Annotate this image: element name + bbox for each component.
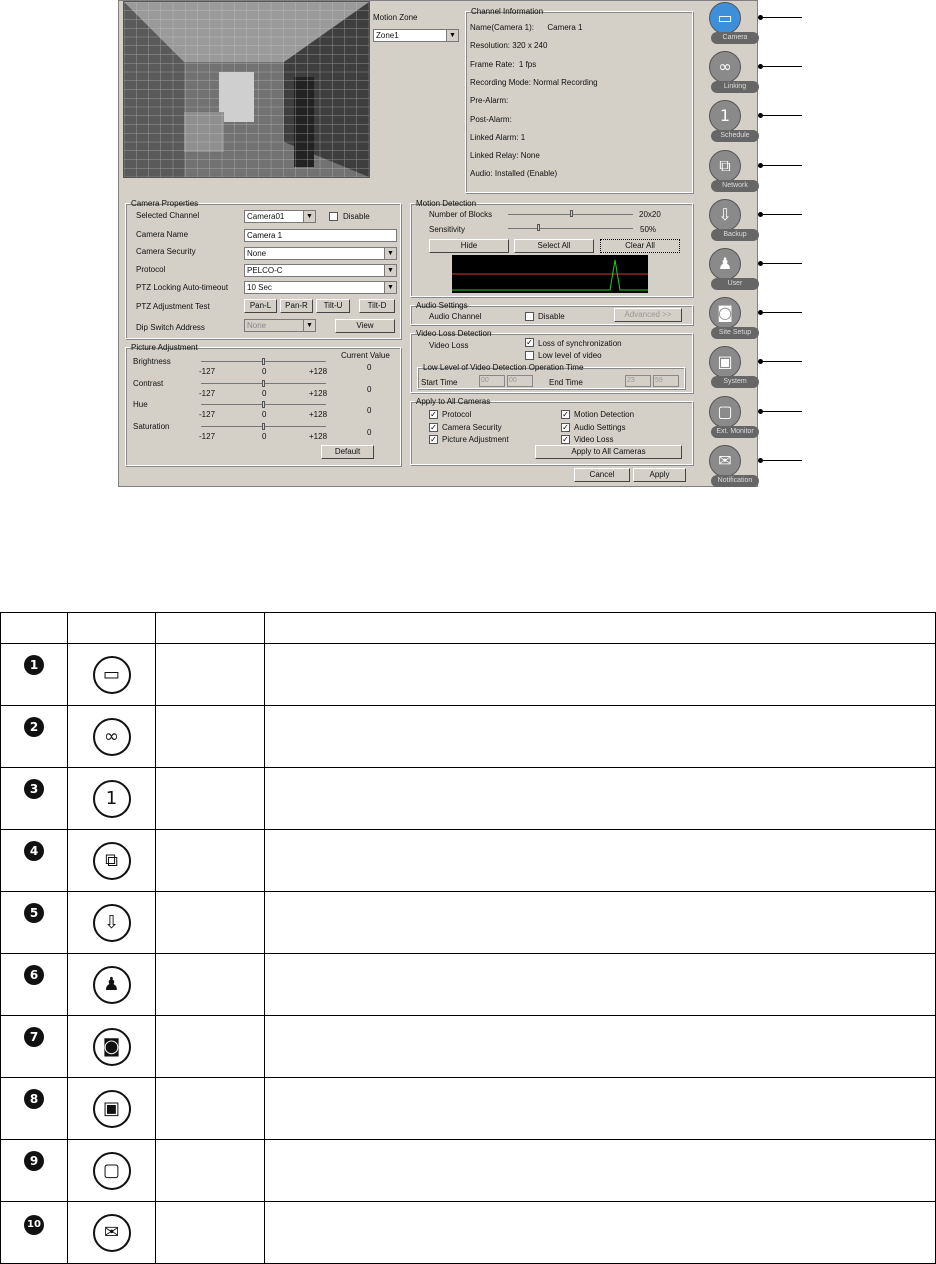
backup-icon: ⇩: [709, 199, 741, 231]
camera-security-value: None: [247, 249, 267, 258]
callout-line: [760, 361, 802, 362]
legend-name-cell: [156, 706, 265, 768]
legend-icon-cell: [68, 644, 156, 706]
legend-number: 6: [24, 965, 44, 985]
apply-all-title: Apply to All Cameras: [416, 397, 491, 406]
apply-all-item-label: Motion Detection: [574, 410, 635, 419]
legend-number: 5: [24, 903, 44, 923]
loss-sync-checkbox[interactable]: ✓: [526, 338, 533, 347]
apply-all-item-label: Picture Adjustment: [442, 435, 509, 444]
hide-button[interactable]: Hide: [429, 239, 509, 253]
chevron-down-icon: ▼: [446, 30, 458, 41]
mail-icon: ✉: [93, 1214, 131, 1252]
legend-name-cell: [156, 1140, 265, 1202]
channel-info-title: Channel Information: [471, 7, 544, 16]
backup-icon: ⇩: [93, 904, 131, 942]
legend-number-cell: [1, 1202, 68, 1264]
apply-all-checkbox[interactable]: ✓: [430, 422, 437, 432]
start-minute-spinner[interactable]: [507, 375, 533, 387]
selected-channel-select[interactable]: [244, 210, 316, 223]
camera-name-input[interactable]: [244, 229, 397, 242]
legend-row: [1, 892, 936, 954]
start-minute-value: 00: [509, 377, 517, 384]
legend-number-cell: [1, 644, 68, 706]
legend-description-cell: [265, 768, 936, 830]
legend-name-cell: [156, 1016, 265, 1078]
pan-left-button[interactable]: Pan-L: [244, 299, 277, 313]
adjust-current-value: 0: [367, 406, 372, 415]
sidebar-item-user[interactable]: [705, 248, 761, 292]
adjust-max: +128: [309, 388, 328, 398]
sidebar-item-label: Camera: [711, 32, 759, 44]
legend-icon-cell: [68, 706, 156, 768]
audio-disable-checkbox[interactable]: [525, 312, 534, 321]
legend-number-cell: [1, 1140, 68, 1202]
apply-button[interactable]: Apply: [633, 468, 686, 482]
legend-icon-cell: [68, 892, 156, 954]
sidebar-item-label: Linking: [711, 81, 759, 93]
legend-name-cell: [156, 954, 265, 1016]
legend-number-cell: [1, 1078, 68, 1140]
legend-description-cell: [265, 1140, 936, 1202]
legend-name-cell: [156, 1078, 265, 1140]
video-loss-label: Video Loss: [429, 341, 469, 350]
legend-icon-cell: [68, 1202, 156, 1264]
callout-line: [760, 411, 802, 412]
start-hour-value: 00: [481, 377, 489, 384]
legend-number: 10: [24, 1215, 44, 1235]
legend-icon-cell: [68, 1078, 156, 1140]
adjust-min: -127: [199, 431, 216, 441]
legend-number-cell: [1, 1016, 68, 1078]
setup-window: [118, 0, 758, 487]
legend-header-row: [1, 613, 936, 644]
current-value-label: Current Value: [341, 351, 390, 360]
legend-number: 7: [24, 1027, 44, 1047]
adjust-max: +128: [309, 410, 328, 419]
view-button[interactable]: View: [335, 319, 395, 333]
advanced-button[interactable]: Advanced >>: [614, 308, 682, 322]
callout-line: [760, 460, 802, 461]
adjust-label: Brightness: [133, 357, 171, 366]
apply-all-item-label: Protocol: [442, 410, 472, 419]
sidebar-item-backup[interactable]: [705, 199, 761, 243]
network-icon: ⧉: [709, 150, 741, 182]
sidebar-item-site-setup[interactable]: [705, 297, 761, 341]
chevron-down-icon: ▼: [303, 320, 315, 331]
system-icon: ▣: [93, 1090, 131, 1128]
adjust-slider-thumb[interactable]: [262, 401, 265, 408]
ptz-test-label: PTZ Adjustment Test: [136, 302, 210, 311]
channel-info-line: Name(Camera 1): Camera 1: [470, 23, 583, 32]
adjust-min: -127: [199, 388, 216, 398]
sidebar-item-label: Schedule: [711, 130, 759, 142]
sidebar-item-network[interactable]: [705, 150, 761, 194]
end-hour-spinner[interactable]: [625, 375, 651, 387]
sensitivity-value: 50%: [640, 225, 657, 234]
camera-preview[interactable]: [123, 1, 370, 178]
legend-icon-cell: [68, 768, 156, 830]
ptz-timeout-select[interactable]: [244, 281, 397, 294]
legend-name-cell: [156, 830, 265, 892]
end-hour-value: 23: [627, 377, 635, 384]
clear-all-button[interactable]: Clear All: [600, 239, 680, 253]
legend-table: [0, 612, 936, 1264]
adjust-max: +128: [309, 431, 328, 441]
selected-channel-label: Selected Channel: [136, 211, 200, 220]
adjust-min: -127: [199, 367, 216, 376]
apply-all-checkbox[interactable]: ✓: [562, 422, 569, 432]
legend-row: [1, 1202, 936, 1264]
sensitivity-label: Sensitivity: [429, 225, 466, 234]
apply-all-checkbox[interactable]: ✓: [430, 410, 437, 419]
header-cell: [68, 613, 156, 644]
sidebar-item-schedule[interactable]: [705, 100, 761, 144]
callout-line: [760, 214, 802, 215]
callout-line: [760, 115, 802, 116]
legend-number: 1: [24, 655, 44, 675]
apply-all-item-label: Camera Security: [442, 422, 502, 432]
channel-info-line: Recording Mode: Normal Recording: [470, 77, 598, 87]
disable-checkbox[interactable]: [329, 212, 338, 221]
header-cell: [156, 613, 265, 644]
legend-number-cell: [1, 768, 68, 830]
camera-security-select[interactable]: [244, 247, 397, 260]
callout-line: [760, 165, 802, 166]
chevron-down-icon: ▼: [384, 282, 396, 293]
adjust-mid: 0: [262, 410, 267, 419]
network-icon: ⧉: [93, 842, 131, 880]
channel-info-line: Resolution: 320 x 240: [470, 41, 548, 51]
audio-settings-title: Audio Settings: [416, 301, 468, 310]
legend-row: [1, 1016, 936, 1078]
start-hour-spinner[interactable]: [479, 375, 505, 387]
site-setup-icon: ◙: [93, 1028, 131, 1066]
camera-icon: ▭: [93, 656, 131, 694]
camera-name-value: Camera 1: [247, 231, 283, 240]
default-button[interactable]: Default: [321, 445, 374, 459]
low-level-time-title: Low Level of Video Detection Operation Time: [423, 363, 584, 372]
sidebar-item-label: System: [711, 376, 759, 388]
legend-number: 2: [24, 717, 44, 737]
select-all-button[interactable]: Select All: [514, 239, 594, 253]
header-cell: [265, 613, 936, 644]
sidebar-item-label: Network: [711, 180, 759, 192]
motion-zone-label: Motion Zone: [373, 13, 418, 22]
apply-all-checkbox[interactable]: ✓: [430, 435, 437, 444]
sidebar-item-label: Backup: [711, 229, 759, 241]
channel-info-line: Frame Rate: 1 fps: [470, 59, 537, 69]
tilt-up-button[interactable]: Tilt-U: [316, 299, 350, 313]
calendar-icon: 1: [709, 100, 741, 132]
apply-all-item-label: Video Loss: [574, 435, 614, 444]
sidebar-item-linking[interactable]: [705, 51, 761, 95]
sidebar-item-label: Notification: [711, 475, 759, 487]
audio-channel-label: Audio Channel: [429, 312, 482, 321]
legend-icon-cell: [68, 1016, 156, 1078]
adjust-current-value: 0: [367, 427, 372, 437]
apply-all-item-label: Audio Settings: [574, 422, 626, 432]
legend-row: [1, 644, 936, 706]
tilt-down-button[interactable]: Tilt-D: [359, 299, 395, 313]
legend-icon-cell: [68, 830, 156, 892]
legend-description-cell: [265, 954, 936, 1016]
legend-description-cell: [265, 892, 936, 954]
legend-name-cell: [156, 644, 265, 706]
protocol-value: PELCO-C: [247, 266, 283, 275]
legend-description-cell: [265, 1202, 936, 1264]
legend-row: [1, 830, 936, 892]
sidebar-item-ext-monitor[interactable]: [705, 396, 761, 440]
sidebar-item-system[interactable]: [705, 346, 761, 390]
video-loss-title: Video Loss Detection: [416, 329, 492, 338]
adjust-slider-thumb[interactable]: [262, 358, 265, 365]
chevron-down-icon: ▼: [384, 248, 396, 259]
motion-zone-value: Zone1: [376, 31, 399, 40]
adjust-max: +128: [309, 367, 328, 376]
adjust-label: Hue: [133, 400, 148, 409]
monitor-icon: ▢: [709, 396, 741, 428]
legend-description-cell: [265, 1016, 936, 1078]
sensitivity-slider[interactable]: [508, 228, 633, 229]
adjust-slider-thumb[interactable]: [262, 423, 265, 430]
cancel-button[interactable]: Cancel: [574, 468, 630, 482]
channel-info-line: Linked Relay: None: [470, 151, 540, 161]
channel-info-line: Post-Alarm:: [470, 114, 512, 124]
motion-graph: [452, 255, 648, 293]
blocks-value: 20x20: [639, 210, 661, 219]
sensitivity-slider-thumb[interactable]: [537, 224, 540, 231]
callout-line: [760, 312, 802, 313]
chevron-down-icon: ▼: [303, 211, 315, 222]
pan-right-button[interactable]: Pan-R: [280, 299, 313, 313]
audio-disable-label: Disable: [538, 312, 565, 321]
legend-row: [1, 706, 936, 768]
legend-name-cell: [156, 768, 265, 830]
adjust-slider-thumb[interactable]: [262, 380, 265, 387]
link-icon: ∞: [93, 718, 131, 756]
legend-icon-cell: [68, 1140, 156, 1202]
adjust-mid: 0: [262, 431, 267, 441]
blocks-label: Number of Blocks: [429, 210, 493, 219]
start-time-label: Start Time: [421, 378, 458, 387]
apply-all-checkbox[interactable]: ✓: [562, 435, 569, 444]
callout-line: [760, 263, 802, 264]
chevron-down-icon: ▼: [384, 265, 396, 276]
legend-description-cell: [265, 1078, 936, 1140]
adjust-label: Saturation: [133, 421, 170, 431]
user-icon: ♟: [709, 248, 741, 280]
adjust-min: -127: [199, 410, 216, 419]
picture-adjustment-title: Picture Adjustment: [131, 343, 198, 352]
protocol-label: Protocol: [136, 265, 166, 274]
camera-name-label: Camera Name: [136, 230, 189, 239]
legend-number-cell: [1, 830, 68, 892]
apply-all-cameras-button[interactable]: Apply to All Cameras: [535, 445, 682, 459]
end-time-label: End Time: [549, 378, 583, 387]
legend-number: 3: [24, 779, 44, 799]
callout-line: [760, 66, 802, 67]
sidebar-item-label: User: [711, 278, 759, 290]
motion-detection-title: Motion Detection: [416, 199, 477, 208]
legend-number: 8: [24, 1089, 44, 1109]
monitor-icon: ▢: [93, 1152, 131, 1190]
dip-switch-select[interactable]: [244, 319, 316, 332]
user-icon: ♟: [93, 966, 131, 1004]
legend-icon-cell: [68, 954, 156, 1016]
end-minute-value: 59: [655, 377, 663, 384]
ptz-timeout-label: PTZ Locking Auto-timeout: [136, 283, 229, 292]
legend-number-cell: [1, 706, 68, 768]
adjust-current-value: 0: [367, 363, 372, 372]
header-cell: [1, 613, 68, 644]
legend-name-cell: [156, 892, 265, 954]
channel-info-line: Audio: Installed (Enable): [470, 169, 558, 179]
ptz-timeout-value: 10 Sec: [247, 283, 272, 292]
adjust-current-value: 0: [367, 384, 372, 394]
legend-row: [1, 1078, 936, 1140]
legend-row: [1, 954, 936, 1016]
protocol-select[interactable]: [244, 264, 397, 277]
legend-number-cell: [1, 954, 68, 1016]
calendar-icon: 1: [93, 780, 131, 818]
sidebar-item-camera[interactable]: [705, 2, 761, 46]
camera-properties-title: Camera Properties: [131, 199, 199, 208]
motion-zone-select[interactable]: [373, 29, 459, 42]
adjust-mid: 0: [262, 367, 267, 376]
sidebar-item-label: Ext. Monitor: [711, 426, 759, 438]
preview-image: [124, 2, 369, 177]
channel-info-line: Linked Alarm: 1: [470, 132, 526, 142]
selected-channel-value: Camera01: [247, 212, 285, 221]
link-icon: ∞: [709, 51, 741, 83]
legend-number: 4: [24, 841, 44, 861]
adjust-label: Contrast: [133, 378, 164, 388]
legend-number-cell: [1, 892, 68, 954]
disable-label: Disable: [343, 212, 370, 221]
sidebar-item-label: Site Setup: [711, 327, 759, 339]
legend-description-cell: [265, 644, 936, 706]
legend-number: 9: [24, 1151, 44, 1171]
channel-info-line: Pre-Alarm:: [470, 96, 509, 106]
camera-icon: ▭: [709, 2, 741, 34]
system-icon: ▣: [709, 346, 741, 378]
apply-all-checkbox[interactable]: ✓: [562, 410, 569, 419]
site-setup-icon: ◙: [709, 297, 741, 329]
end-minute-spinner[interactable]: [653, 375, 679, 387]
sidebar-item-notification[interactable]: [705, 445, 761, 489]
blocks-slider-thumb[interactable]: [570, 210, 573, 217]
legend-description-cell: [265, 706, 936, 768]
loss-sync-label: Loss of synchronization: [538, 339, 622, 348]
legend-row: [1, 768, 936, 830]
low-level-checkbox[interactable]: [525, 351, 534, 360]
legend-name-cell: [156, 1202, 265, 1264]
mail-icon: ✉: [709, 445, 741, 477]
legend-description-cell: [265, 830, 936, 892]
legend-row: [1, 1140, 936, 1202]
adjust-mid: 0: [262, 388, 267, 398]
low-level-label: Low level of video: [538, 351, 602, 360]
dip-switch-label: Dip Switch Address: [136, 323, 205, 332]
callout-line: [760, 17, 802, 18]
camera-security-label: Camera Security: [136, 247, 196, 256]
dip-switch-value: None: [247, 321, 267, 330]
